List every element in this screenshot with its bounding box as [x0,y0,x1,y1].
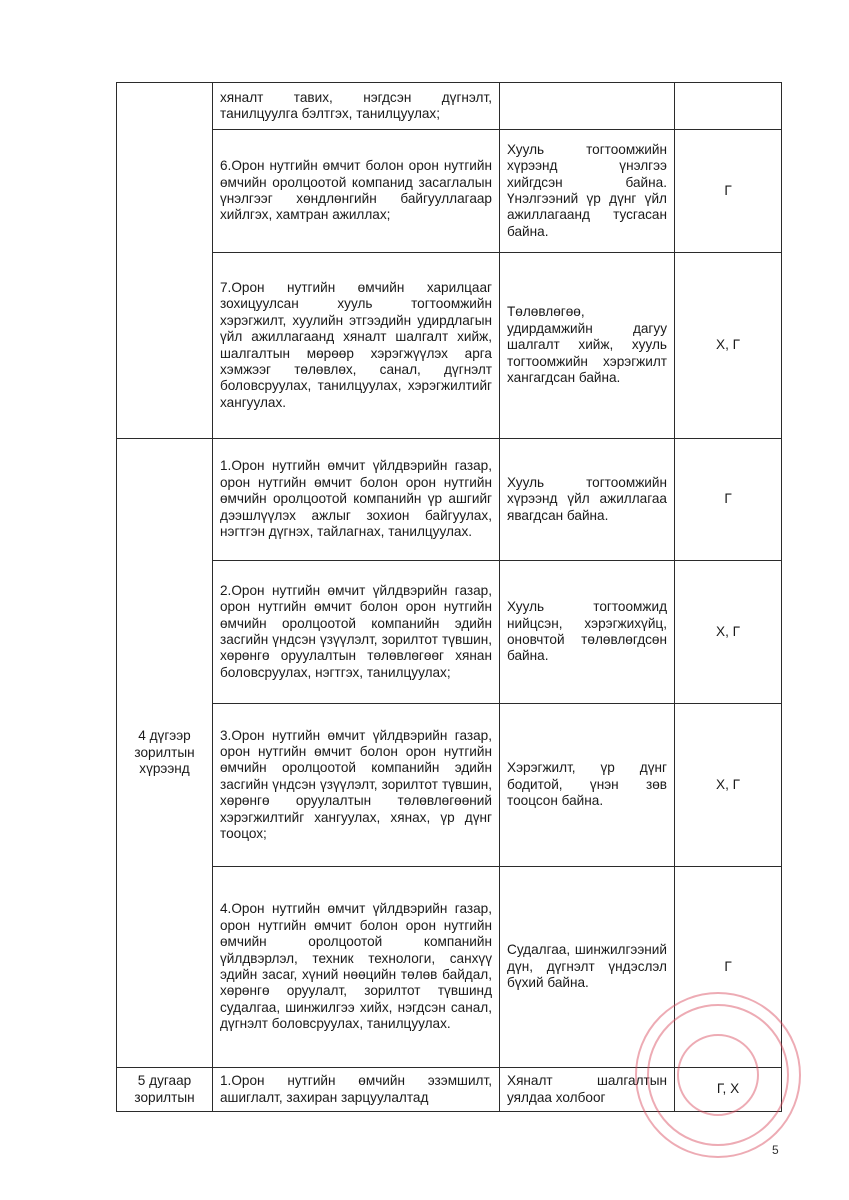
criteria-cell [500,83,675,130]
criteria-cell: Төлөвлөгөө, удирдамжийн дагуу шалгалт хийж, хууль тогтоомжийн хэрэгжилт хангагдсан байна. [500,253,675,439]
task-cell: 3.Орон нутгийн өмчит үйлдвэрийн газар, орон нутгийн өмчит болон орон нутгийн өмчийн оролцоотой компанийн эдийн засгийн үндсэн үзүүлэлт, зорилтот түвшин, хөрөнгө оруулалтын төлөвлөгөөний хэрэгжилтийг хангуулах, хянах, үр дүнг тооцох; [213,704,500,867]
page-number: 5 [772,1143,779,1157]
task-cell: 7.Орон нутгийн өмчийн харилцааг зохицуулсан хууль тогтоомжийн хэрэгжилт, хуулийн этгээдийн удирдлагын үйл ажиллагаанд хяналт шалгалт хийж, шалгалтын мөрөөр хэрэгжүүлэх арга хэмжээг төлөвлөх, санал, дүгнэлт боловсруулах, танилцуулах, хэрэгжилтийг хангуулах. [213,253,500,439]
responsible-cell: Г [675,439,782,561]
table-row [117,704,782,867]
task-cell: 1.Орон нутгийн өмчийн эзэмшилт, ашиглалт, захиран зарцуулалтад [213,1068,500,1112]
goal-label: 4 дүгээр зорилтын хүрээнд [134,728,195,777]
task-cell: 6.Орон нутгийн өмчит болон орон нутгийн өмчийн оролцоотой компанид засаглалын үнэлгээг хөндлөнгийн байгууллагаар хийлгэх, хамтран ажиллах; [213,130,500,253]
table-row [117,561,782,704]
criteria-cell: Хууль тогтоомжид нийцсэн, хэрэгжихүйц, оновчтой төлөвлөгдсөн байна. [500,561,675,704]
responsible-cell: Х, Г [675,704,782,867]
table-row [117,83,782,130]
responsible-cell: Х, Г [675,561,782,704]
goal-cell [117,439,213,1068]
table-row [117,130,782,253]
action-plan-table [116,82,782,1112]
task-cell: 1.Орон нутгийн өмчит үйлдвэрийн газар, орон нутгийн өмчит болон орон нутгийн өмчийн оролцоотой компанийн үр ашгийг дээшлүүлэх ажлыг зохион байгуулах, нэгтгэн дүгнэх, тайлагнах, танилцуулах. [213,439,500,561]
table-row [117,1068,782,1112]
responsible-cell: Г [675,867,782,1068]
table-row [117,867,782,1068]
responsible-cell [675,83,782,130]
criteria-cell: Хяналт шалгалтын уялдаа холбоог [500,1068,675,1112]
task-cell: 2.Орон нутгийн өмчит үйлдвэрийн газар, орон нутгийн өмчит болон орон нутгийн өмчийн оролцоотой компанийн эдийн засгийн үндсэн үзүүлэлт, зорилтот түвшин, хөрөнгө оруулалтын төлөвлөгөөг хянан боловсруулах, нэгтгэх, танилцуулах; [213,561,500,704]
table-row [117,253,782,439]
goal-cell: 5 дугаар зорилтын [117,1068,213,1112]
responsible-cell: Х, Г [675,253,782,439]
criteria-cell: Судалгаа, шинжилгээний дүн, дүгнэлт үндэслэл бүхий байна. [500,867,675,1068]
responsible-cell: Г, Х [675,1068,782,1112]
criteria-cell: Хэрэгжилт, үр дүнг бодитой, үнэн зөв тооцсон байна. [500,704,675,867]
criteria-cell: Хууль тогтоомжийн хүрээнд үнэлгээ хийгдсэн байна. Үнэлгээний үр дүнг үйл ажиллагаанд тусгасан байна. [500,130,675,253]
responsible-cell: Г [675,130,782,253]
task-cell: хяналт тавих, нэгдсэн дүгнэлт, танилцуулга бэлтгэх, танилцуулах; [213,83,500,130]
table-row [117,439,782,561]
goal-cell [117,83,213,439]
criteria-cell: Хууль тогтоомжийн хүрээнд үйл ажиллагаа явагдсан байна. [500,439,675,561]
task-cell: 4.Орон нутгийн өмчит үйлдвэрийн газар, орон нутгийн өмчит болон орон нутгийн өмчийн оролцоотой компанийн үйлдвэрлэл, техник технологи, санхүү эдийн засаг, хүний нөөцийн төлөв байдал, хөрөнгө оруулалт, зорилтот түвшинд судалгаа, шинжилгээ хийх, нэгдсэн санал, дүгнэлт боловсруулах, танилцуулах. [213,867,500,1068]
